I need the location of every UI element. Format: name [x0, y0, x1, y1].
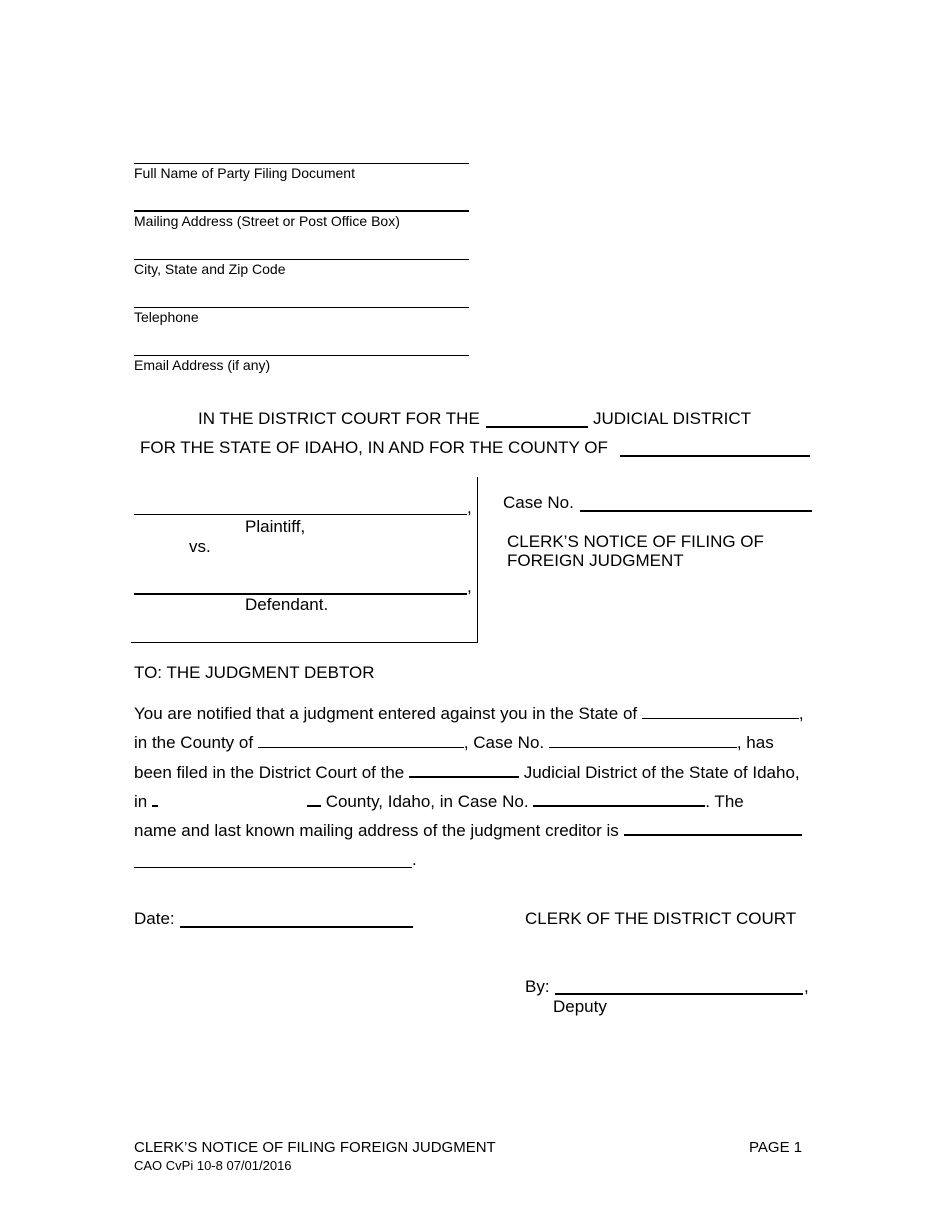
notice-line-4-a: in: [134, 792, 148, 811]
notice-line-1-text: You are notified that a judgment entered against you in the State of: [134, 704, 638, 723]
caption-bottom-line: [131, 642, 477, 643]
plaintiff-line[interactable]: [134, 514, 467, 515]
city-state-zip-line[interactable]: [134, 259, 469, 260]
telephone-line[interactable]: [134, 307, 469, 308]
mailing-address-label: Mailing Address (Street or Post Office Box): [134, 213, 400, 229]
notice-line-2-c: , has: [736, 733, 774, 752]
court-header-line1-b: JUDICIAL DISTRICT: [593, 409, 752, 428]
court-header-line2: FOR THE STATE OF IDAHO, IN AND FOR THE COUNTY OF: [140, 438, 608, 457]
clerk-label: CLERK OF THE DISTRICT COURT: [525, 909, 797, 928]
email-label: Email Address (if any): [134, 357, 271, 373]
notice-line-2-b: , Case No.: [463, 733, 545, 752]
by-comma: ,: [804, 977, 809, 996]
to-line: TO: THE JUDGMENT DEBTOR: [134, 663, 375, 682]
date-blank[interactable]: [180, 926, 413, 928]
doc-title-line1: CLERK’S NOTICE OF FILING OF: [507, 532, 764, 551]
footer-page-number: PAGE 1: [749, 1139, 803, 1156]
deputy-label: Deputy: [553, 997, 607, 1016]
vs-label: vs.: [189, 537, 211, 556]
telephone-label: Telephone: [134, 309, 199, 325]
full-name-line[interactable]: [134, 163, 469, 164]
creditor-blank-b[interactable]: [134, 867, 412, 868]
foreign-case-no-blank[interactable]: [549, 733, 737, 748]
notice-line-3-b: Judicial District of the State of Idaho,: [523, 763, 800, 782]
email-line[interactable]: [134, 355, 469, 356]
case-no-label: Case No.: [503, 493, 574, 512]
mailing-address-line[interactable]: [134, 210, 469, 212]
district-blank[interactable]: [409, 762, 519, 778]
notice-line-3: [134, 762, 800, 783]
idaho-county-blank-a[interactable]: [152, 791, 158, 807]
case-no-blank[interactable]: [580, 510, 812, 512]
city-state-zip-label: City, State and Zip Code: [134, 261, 286, 277]
notice-line-1-end: ,: [798, 704, 804, 723]
court-header-line1-a: IN THE DISTRICT COURT FOR THE: [198, 409, 480, 428]
state-blank[interactable]: [642, 704, 799, 719]
date-label: Date:: [134, 909, 175, 928]
idaho-case-no-blank[interactable]: [533, 791, 705, 807]
by-label: By:: [525, 977, 550, 996]
defendant-comma: ,: [467, 577, 472, 596]
footer-title: CLERK’S NOTICE OF FILING FOREIGN JUDGMENT: [134, 1139, 496, 1156]
notice-line-4-b: County, Idaho, in Case No.: [325, 792, 529, 811]
doc-title-line2: FOREIGN JUDGMENT: [507, 551, 684, 570]
notice-line-5: [134, 820, 802, 841]
judicial-district-blank[interactable]: [486, 426, 588, 428]
notice-line-1: [134, 704, 804, 724]
full-name-label: Full Name of Party Filing Document: [134, 165, 355, 181]
creditor-blank-a[interactable]: [624, 820, 802, 836]
county-blank[interactable]: [620, 455, 810, 457]
notice-line-3-a: been filed in the District Court of the: [134, 763, 405, 782]
notice-line-6-end: .: [412, 850, 417, 869]
notice-line-2: [134, 733, 774, 753]
caption-divider: [477, 477, 478, 643]
notice-line-2-a: in the County of: [134, 733, 254, 752]
plaintiff-label: Plaintiff,: [245, 517, 306, 536]
defendant-label: Defendant.: [245, 595, 329, 614]
notice-line-5-text: name and last known mailing address of the judgment creditor is: [134, 821, 619, 840]
plaintiff-comma: ,: [467, 498, 472, 517]
footer-form-id: CAO CvPi 10-8 07/01/2016: [134, 1158, 292, 1173]
deputy-signature-blank[interactable]: [555, 993, 803, 995]
notice-line-4-c: . The: [705, 792, 744, 811]
idaho-county-blank-b[interactable]: [307, 791, 321, 807]
notice-line-4: [134, 791, 744, 812]
county-of-blank[interactable]: [258, 733, 464, 748]
